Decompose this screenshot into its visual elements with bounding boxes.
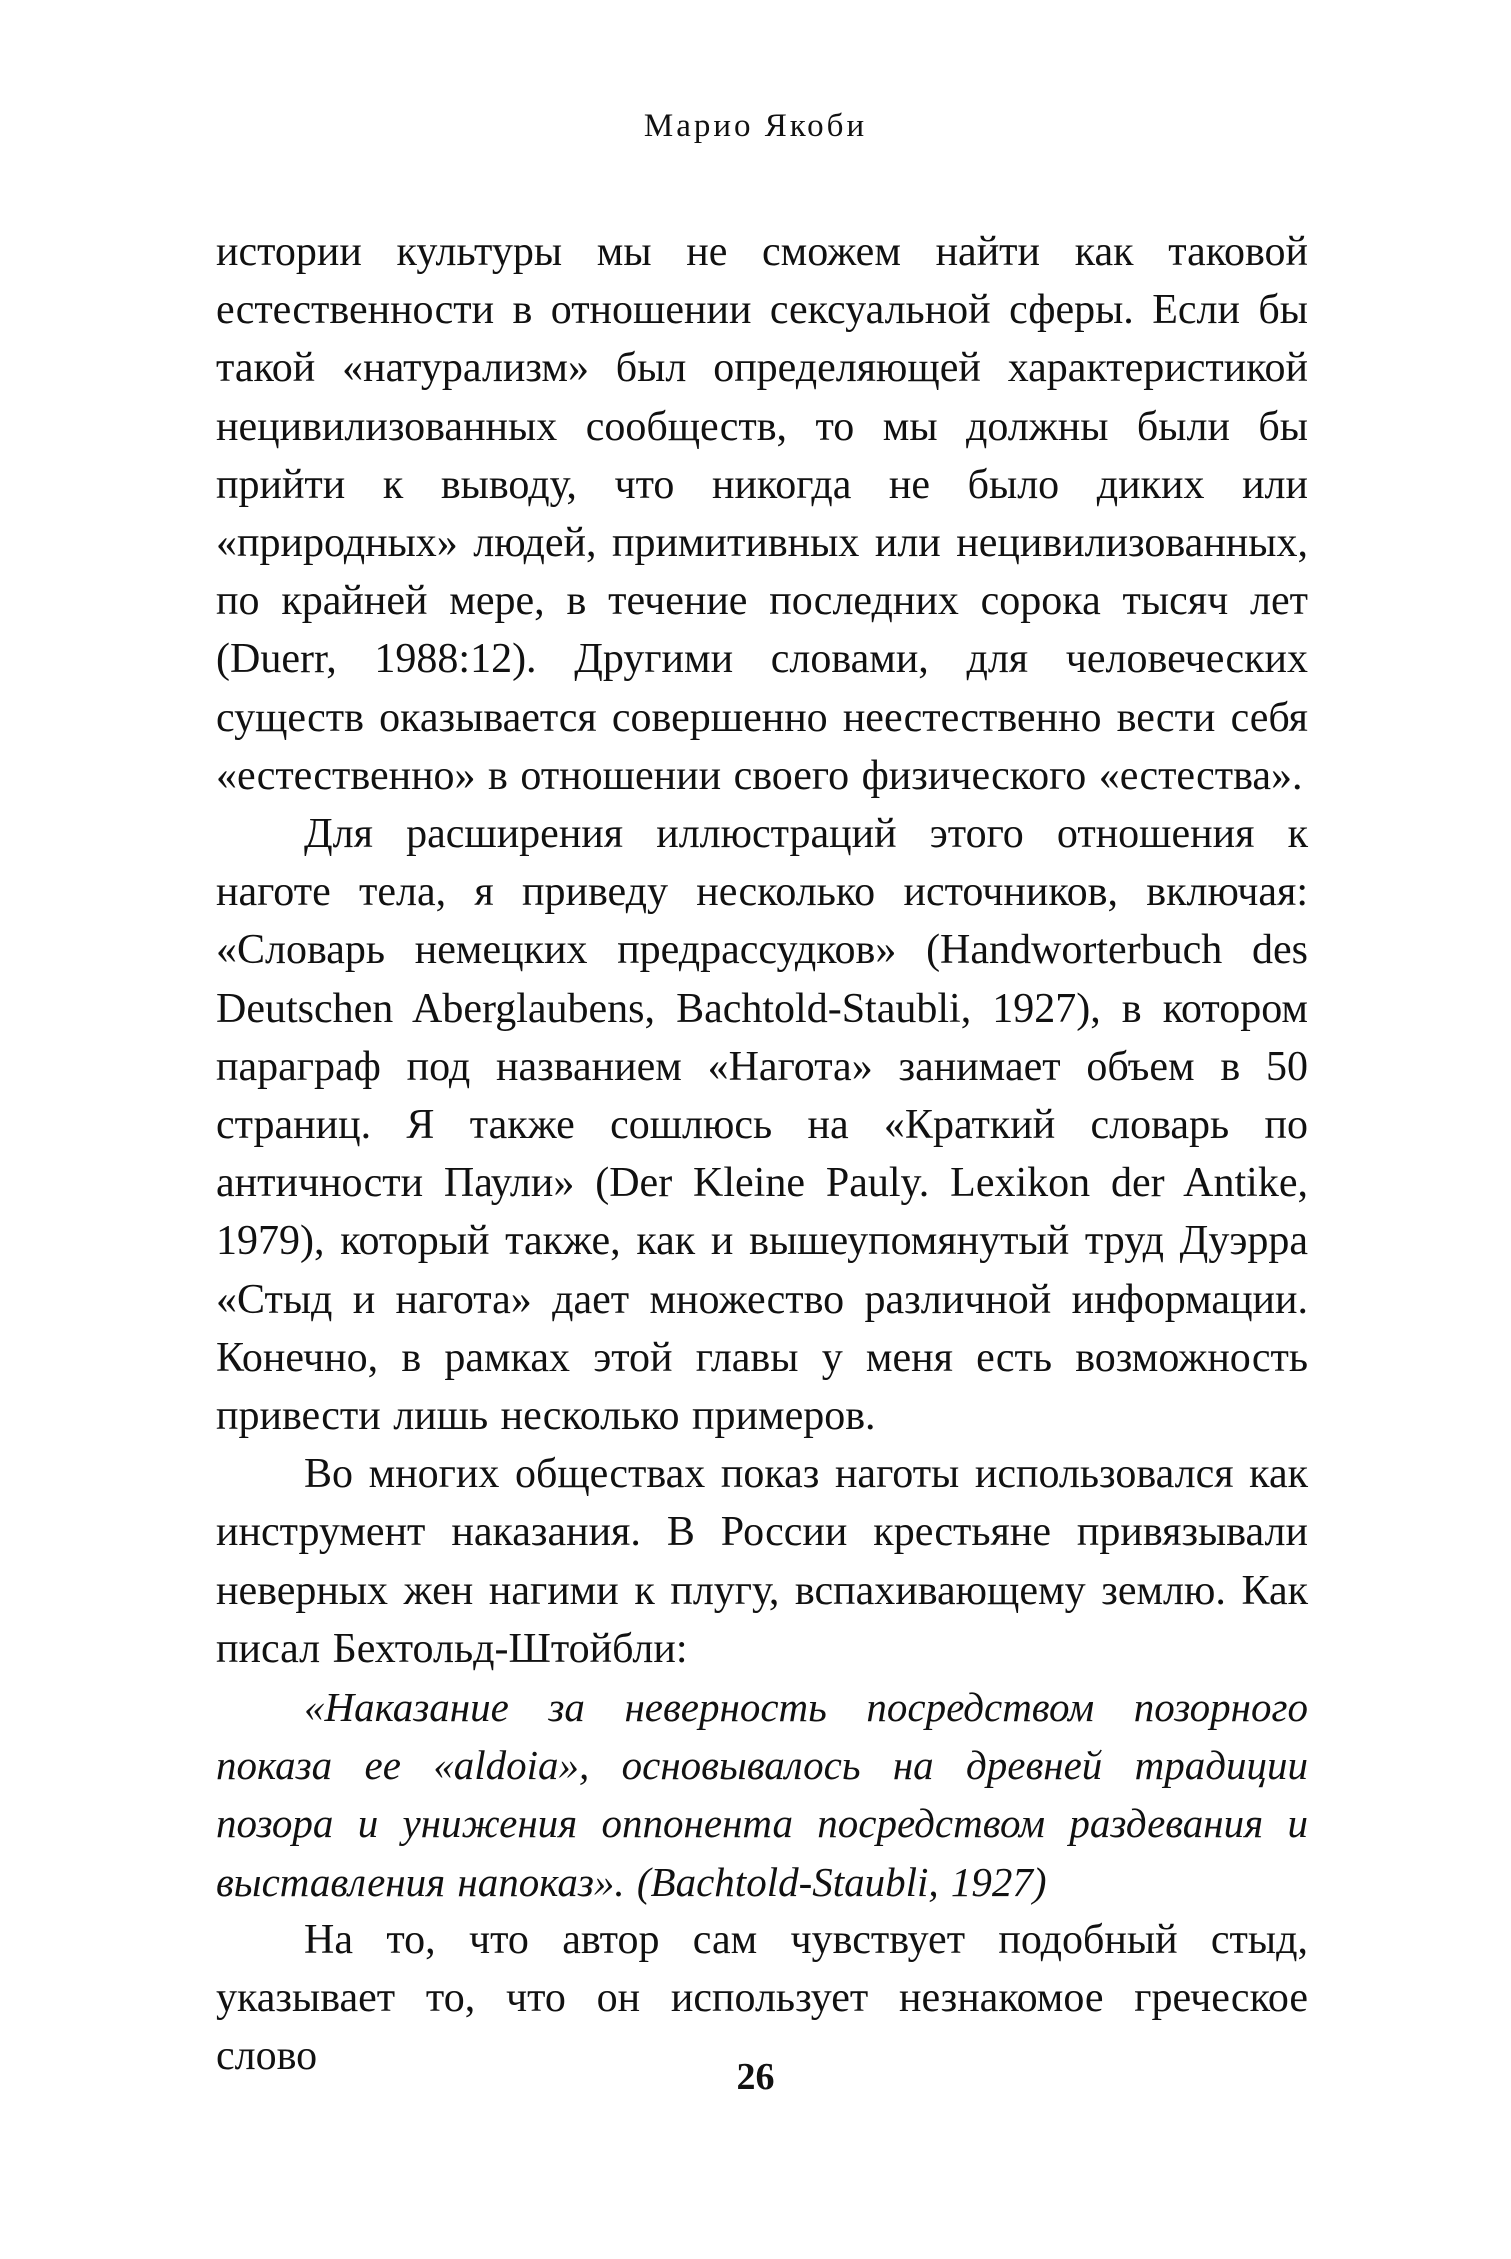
running-header: Марио Якоби [643,108,868,144]
paragraph-continuation: истории культуры мы не сможем найти как таковой естественности в отношении сексуальной сферы. Если бы такой «натурализм» был определяющей характеристикой нецивилизованных сообществ, то мы должны были бы прийти к выводу, что никогда не было диких или «природных» людей, примитивных или нецивилизованных, по крайней мере, в течение последних сорока тысяч лет (Duerr, 1988:12). Другими словами, для человеческих существ оказывается совершенно неестественно вести себя «естественно» в отношении своего физического «естества». [216,229,1308,799]
paragraph-sources: Для расширения иллюстраций этого отношения к наготе тела, я приведу несколько источников, включая: «Словарь немецких предрассудков» (Handworterbuch des Deutschen Aberglaubens, Bachtold-Staubli, 1927), в котором параграф под названием «Нагота» занимает объем в 50 страниц. Я также сошлюсь на «Краткий словарь по античности Паули» (Der Kleine Pauly. Lexikon der Antike, 1979), который также, как и вышеупомянутый труд Дуэрра «Стыд и нагота» дает множество различной информации. Конечно, в рамках этой главы у меня есть возможность привести лишь несколько примеров. [216,811,1308,1440]
page-number: 26 [736,2056,775,2098]
body-text [216,223,1308,2086]
paragraph-author-shame: На то, что автор сам чувствует подобный стыд, указывает то, что он использует незнакомое греческое слово [216,1916,1308,2080]
paragraph-punishment: Во многих обществах показ наготы использовался как инструмент наказания. В России крестьяне привязывали неверных жен нагими к плугу, вспахивающему землю. Как писал Бехтольд-Штойбли: [216,1451,1308,1672]
block-quote: «Наказание за неверность посредством позорного показа ее «aldoia», основывалось на древней традиции позора и унижения оппонента посредством раздевания и выставления напоказ». (Bachtold-Staubli, 1927) [216,1684,1308,1905]
